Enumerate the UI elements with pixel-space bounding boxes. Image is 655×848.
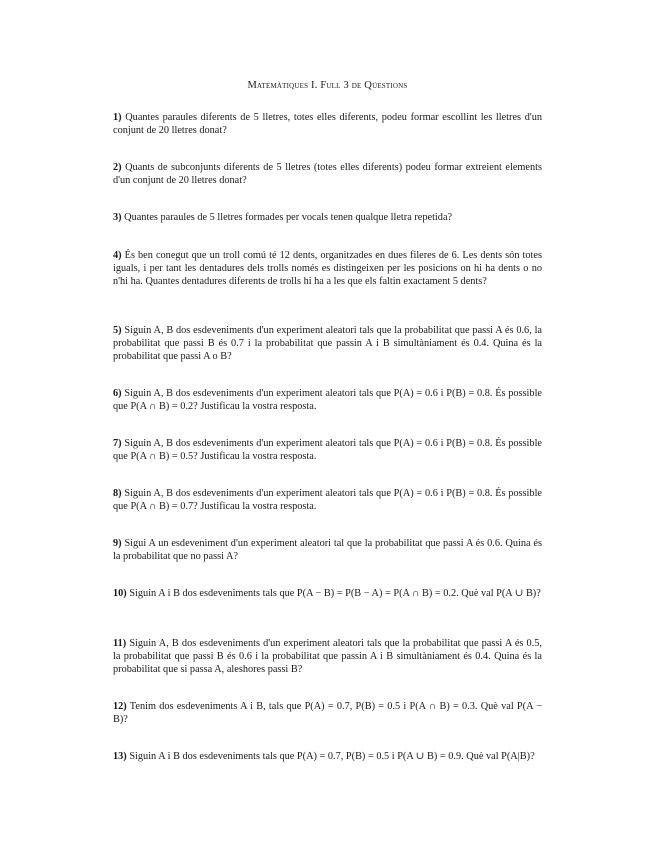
question-number: 3) (113, 212, 122, 223)
question-text: És ben conegut que un troll comú té 12 dents, organitzades en dues fileres de 6. Les dents són totes iguals, i per tant les dentadures dels trolls només es distingeixen per les posicions on hi ha dents o no n'hi ha. Quantes dentadures diferents de trolls hi ha a les que els faltin exactament 5 dents? (113, 250, 542, 287)
question-7 (113, 437, 542, 463)
question-number: 2) (113, 162, 122, 173)
question-text: Quants de subconjunts diferents de 5 lletres (totes elles diferents) podeu formar extreient elements d'un conjunt de 20 lletres donat? (113, 162, 542, 186)
question-number: 4) (113, 250, 122, 261)
question-11 (113, 637, 542, 676)
question-number: 1) (113, 112, 122, 123)
question-text: Siguin A, B dos esdeveniments d'un experiment aleatori tals que P(A) = 0.6 i P(B) = 0.8. És possible que P(A ∩ B) = 0.5? Justificau la vostra resposta. (113, 438, 542, 462)
question-4 (113, 249, 542, 288)
question-number: 7) (113, 438, 122, 449)
question-number: 9) (113, 538, 122, 549)
question-number: 6) (113, 388, 122, 399)
page-title: Matemàtiques I. Full 3 de Qüestions (247, 80, 408, 91)
question-text: Sigui A un esdeveniment d'un experiment aleatori tal que la probabilitat que passi A és 0.6. Quina és la probabilitat que no passi A? (113, 538, 542, 562)
question-text: Siguin A i B dos esdeveniments tals que P(A − B) = P(B − A) = P(A ∩ B) = 0.2. Què val P(A ∪ B)? (129, 588, 541, 599)
question-text: Siguin A, B dos esdeveniments d'un experiment aleatori tals que P(A) = 0.6 i P(B) = 0.8. És possible que P(A ∩ B) = 0.2? Justificau la vostra resposta. (113, 388, 542, 412)
question-8 (113, 487, 542, 513)
question-text: Quantes paraules de 5 lletres formades per vocals tenen qualque lletra repetida? (124, 212, 453, 223)
question-3 (113, 211, 542, 224)
question-text: Siguin A, B dos esdeveniments d'un experiment aleatori tals que P(A) = 0.6 i P(B) = 0.8. És possible que P(A ∩ B) = 0.7? Justificau la vostra resposta. (113, 488, 542, 512)
question-12 (113, 700, 542, 726)
question-text: Tenim dos esdeveniments A i B, tals que P(A) = 0.7, P(B) = 0.5 i P(A ∩ B) = 0.3. Què val P(A − B)? (113, 701, 542, 725)
question-number: 8) (113, 488, 122, 499)
question-text: Siguin A i B dos esdeveniments tals que P(A) = 0.7, P(B) = 0.5 i P(A ∪ B) = 0.9. Què val P(A|B)? (129, 751, 535, 762)
question-13 (113, 750, 542, 763)
question-2 (113, 161, 542, 187)
question-1 (113, 111, 542, 137)
question-text: Quantes paraules diferents de 5 lletres, totes elles diferents, podeu formar escollint les lletres d'un conjunt de 20 lletres donat? (113, 112, 543, 136)
question-5 (113, 324, 542, 363)
question-9 (113, 537, 542, 563)
question-6 (113, 387, 542, 413)
question-number: 10) (113, 588, 127, 599)
question-10 (113, 587, 542, 600)
question-number: 13) (113, 751, 127, 762)
question-number: 11) (113, 638, 127, 649)
question-number: 12) (113, 701, 127, 712)
question-text: Siguin A, B dos esdeveniments d'un experiment aleatori tals que la probabilitat que passi A és 0.5, la probabilitat que passi B és 0.6 i la probabilitat que passin A i B simultàniament és 0.4. Quina és la probabilitat que si passa A, aleshores passi B? (113, 638, 542, 675)
question-number: 5) (113, 325, 122, 336)
question-text: Siguin A, B dos esdeveniments d'un experiment aleatori tals que la probabilitat que passi A és 0.6, la probabilitat que passi B és 0.7 i la probabilitat que passin A i B simultàniament és 0.4. Quina és la probabilitat que passi A o B? (113, 325, 543, 362)
